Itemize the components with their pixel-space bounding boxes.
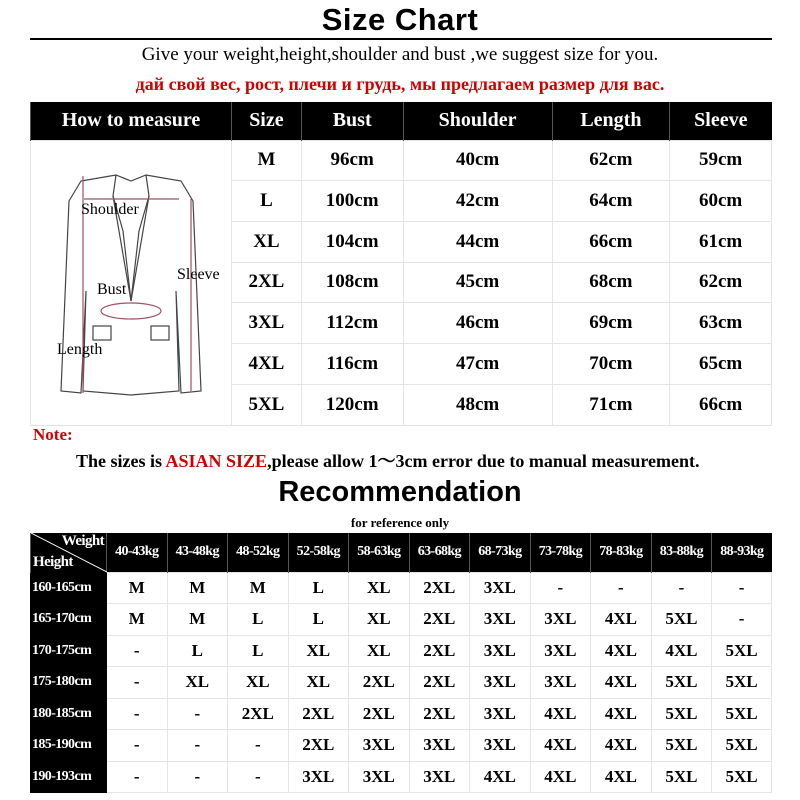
recommended-size: -	[228, 761, 289, 793]
weight-header: 43-48kg	[167, 533, 228, 572]
corner-weight-label: Weight	[61, 533, 104, 549]
recommendation-title: Recommendation	[278, 476, 522, 508]
weight-header: 40-43kg	[107, 533, 168, 572]
recommended-size: 2XL	[288, 730, 349, 762]
note-label: Note:	[33, 425, 73, 444]
size-cell: 62cm	[552, 140, 670, 181]
size-cell: 71cm	[552, 384, 670, 425]
recommendation-row	[31, 604, 772, 636]
recommendation-row	[31, 698, 772, 730]
size-cell: 48cm	[403, 384, 552, 425]
height-header: 175-180cm	[31, 667, 107, 699]
title-divider	[30, 38, 772, 40]
recommended-size: 2XL	[409, 572, 470, 604]
recommended-size: -	[712, 604, 772, 636]
recommended-size: 3XL	[288, 761, 349, 793]
diagram-label-sleeve: Sleeve	[177, 265, 220, 283]
size-cell: 2XL	[232, 262, 302, 303]
recommendation-row	[31, 730, 772, 762]
recommended-size: 2XL	[409, 667, 470, 699]
page-title: Size Chart	[321, 2, 479, 37]
recommendation-row	[31, 667, 772, 699]
recommended-size: 4XL	[591, 635, 652, 667]
intro-russian: дай свой вес, рост, плечи и грудь, мы предлагаем размер для вас.	[135, 74, 665, 94]
weight-header: 78-83kg	[591, 533, 652, 572]
recommended-size: 3XL	[349, 761, 410, 793]
recommended-size: 3XL	[530, 635, 591, 667]
recommended-size: M	[167, 604, 228, 636]
weight-header: 68-73kg	[470, 533, 531, 572]
recommended-size: L	[167, 635, 228, 667]
recommended-size: 4XL	[591, 730, 652, 762]
weight-header: 73-78kg	[530, 533, 591, 572]
recommended-size: -	[107, 698, 168, 730]
note-text	[76, 447, 700, 473]
recommended-size: 3XL	[470, 698, 531, 730]
size-cell: 44cm	[403, 221, 552, 262]
size-cell: 5XL	[232, 384, 302, 425]
recommendation-header	[31, 533, 772, 572]
weight-header: 58-63kg	[349, 533, 410, 572]
recommended-size: -	[712, 572, 772, 604]
header-how-to-measure: How to measure	[31, 102, 232, 140]
measure-diagram	[31, 140, 232, 425]
recommendation-subtitle: for reference only	[350, 515, 450, 530]
size-cell: 69cm	[552, 303, 670, 344]
header-length: Length	[552, 102, 670, 140]
recommended-size: -	[228, 730, 289, 762]
size-cell: 40cm	[403, 140, 552, 181]
size-cell: 65cm	[670, 344, 772, 385]
recommended-size: 4XL	[530, 761, 591, 793]
note-suffix: ,please allow 1～3cm error due to manual measurement.	[267, 451, 700, 471]
size-cell: 4XL	[232, 344, 302, 385]
recommended-size: -	[591, 572, 652, 604]
size-cell: 45cm	[403, 262, 552, 303]
recommended-size: 5XL	[651, 761, 712, 793]
recommended-size: M	[167, 572, 228, 604]
diagram-label-bust: Bust	[97, 280, 127, 298]
recommended-size: -	[107, 730, 168, 762]
size-cell: 100cm	[301, 181, 403, 222]
size-cell: 120cm	[301, 384, 403, 425]
size-cell: 96cm	[301, 140, 403, 181]
recommended-size: 3XL	[470, 572, 531, 604]
recommended-size: L	[228, 604, 289, 636]
size-table-header	[31, 102, 772, 140]
note-prefix: The sizes is	[76, 451, 166, 471]
recommended-size: M	[228, 572, 289, 604]
height-header: 160-165cm	[31, 572, 107, 604]
recommendation-table	[30, 533, 772, 793]
recommended-size: 2XL	[349, 698, 410, 730]
recommended-size: 3XL	[530, 667, 591, 699]
size-cell: 60cm	[670, 181, 772, 222]
recommended-size: -	[107, 761, 168, 793]
size-cell: 112cm	[301, 303, 403, 344]
recommended-size: 2XL	[409, 698, 470, 730]
recommended-size: 3XL	[349, 730, 410, 762]
note-highlight: ASIAN SIZE	[165, 451, 268, 471]
size-cell: XL	[232, 221, 302, 262]
size-cell: M	[232, 140, 302, 181]
recommended-size: 5XL	[651, 604, 712, 636]
size-cell: 3XL	[232, 303, 302, 344]
height-header: 170-175cm	[31, 635, 107, 667]
corner-height-label: Height	[33, 553, 73, 570]
size-cell: 63cm	[670, 303, 772, 344]
size-cell: L	[232, 181, 302, 222]
recommended-size: XL	[288, 635, 349, 667]
size-cell: 104cm	[301, 221, 403, 262]
size-cell: 62cm	[670, 262, 772, 303]
size-cell: 61cm	[670, 221, 772, 262]
recommended-size: L	[228, 635, 289, 667]
recommended-size: M	[107, 604, 168, 636]
recommended-size: 3XL	[409, 730, 470, 762]
recommended-size: 4XL	[530, 698, 591, 730]
size-cell: 46cm	[403, 303, 552, 344]
recommended-size: 2XL	[349, 667, 410, 699]
recommended-size: 4XL	[470, 761, 531, 793]
recommended-size: 4XL	[651, 635, 712, 667]
height-header: 185-190cm	[31, 730, 107, 762]
recommended-size: 3XL	[409, 761, 470, 793]
recommended-size: -	[651, 572, 712, 604]
size-cell: 70cm	[552, 344, 670, 385]
diagram-label-shoulder: Shoulder	[81, 200, 139, 218]
recommendation-row	[31, 635, 772, 667]
header-sleeve: Sleeve	[670, 102, 772, 140]
recommended-size: 3XL	[470, 635, 531, 667]
weight-header: 63-68kg	[409, 533, 470, 572]
recommended-size: XL	[349, 604, 410, 636]
recommended-size: 3XL	[530, 604, 591, 636]
size-cell: 66cm	[552, 221, 670, 262]
recommended-size: L	[288, 604, 349, 636]
size-cell: 68cm	[552, 262, 670, 303]
recommended-size: XL	[167, 667, 228, 699]
recommended-size: 2XL	[288, 698, 349, 730]
weight-header: 52-58kg	[288, 533, 349, 572]
intro-english: Give your weight,height,shoulder and bust ,we suggest size for you.	[141, 44, 659, 65]
recommended-size: 4XL	[591, 761, 652, 793]
recommended-size: XL	[349, 572, 410, 604]
recommended-size: L	[288, 572, 349, 604]
recommended-size: XL	[349, 635, 410, 667]
recommended-size: M	[107, 572, 168, 604]
recommended-size: -	[530, 572, 591, 604]
header-bust: Bust	[301, 102, 403, 140]
recommended-size: 5XL	[712, 761, 772, 793]
recommended-size: 5XL	[712, 730, 772, 762]
corner-cell	[31, 533, 107, 572]
size-cell: 42cm	[403, 181, 552, 222]
header-shoulder: Shoulder	[403, 102, 552, 140]
recommended-size: 4XL	[591, 604, 652, 636]
weight-header: 48-52kg	[228, 533, 289, 572]
size-cell: 59cm	[670, 140, 772, 181]
recommended-size: 5XL	[651, 698, 712, 730]
size-cell: 108cm	[301, 262, 403, 303]
size-cell: 116cm	[301, 344, 403, 385]
height-header: 180-185cm	[31, 698, 107, 730]
recommended-size: 3XL	[470, 730, 531, 762]
recommendation-row	[31, 572, 772, 604]
recommended-size: 5XL	[712, 667, 772, 699]
size-cell: 47cm	[403, 344, 552, 385]
height-header: 165-170cm	[31, 604, 107, 636]
recommended-size: -	[107, 667, 168, 699]
recommended-size: 2XL	[228, 698, 289, 730]
weight-header: 88-93kg	[712, 533, 772, 572]
recommended-size: -	[167, 730, 228, 762]
recommended-size: 2XL	[409, 604, 470, 636]
size-row	[31, 140, 772, 181]
recommended-size: 2XL	[409, 635, 470, 667]
recommended-size: 5XL	[651, 730, 712, 762]
recommended-size: -	[167, 761, 228, 793]
recommended-size: 3XL	[470, 604, 531, 636]
recommended-size: -	[167, 698, 228, 730]
size-cell: 64cm	[552, 181, 670, 222]
size-table	[30, 102, 772, 426]
header-size: Size	[232, 102, 302, 140]
recommended-size: -	[107, 635, 168, 667]
size-cell: 66cm	[670, 384, 772, 425]
recommended-size: 3XL	[470, 667, 531, 699]
recommended-size: 4XL	[591, 667, 652, 699]
height-header: 190-193cm	[31, 761, 107, 793]
recommended-size: XL	[288, 667, 349, 699]
recommended-size: 4XL	[591, 698, 652, 730]
recommended-size: XL	[228, 667, 289, 699]
recommended-size: 4XL	[530, 730, 591, 762]
recommendation-row	[31, 761, 772, 793]
weight-header: 83-88kg	[651, 533, 712, 572]
diagram-label-length: Length	[57, 340, 103, 358]
recommended-size: 5XL	[651, 667, 712, 699]
recommended-size: 5XL	[712, 635, 772, 667]
recommended-size: 5XL	[712, 698, 772, 730]
